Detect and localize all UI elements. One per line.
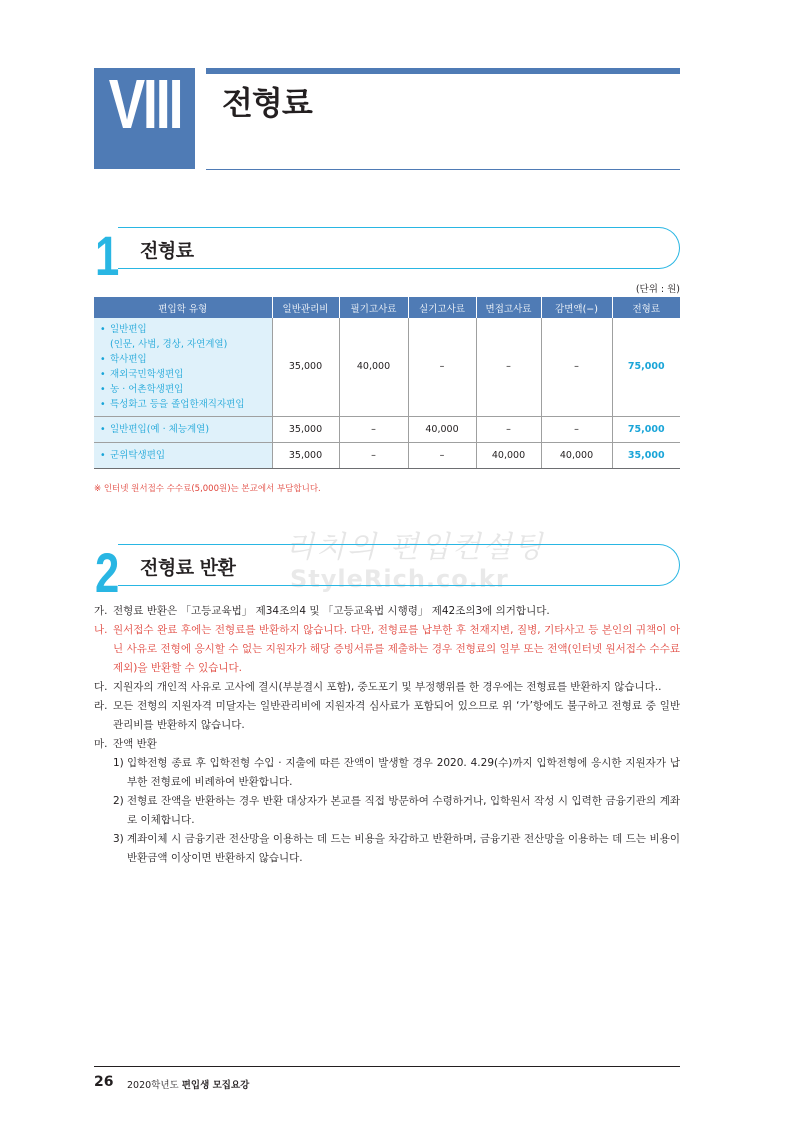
section-2-number: 2 (95, 541, 120, 604)
chapter-top-bar (206, 68, 680, 74)
refund-paragraph-da (94, 678, 680, 697)
total-cell: 35,000 (612, 442, 680, 468)
type-cell (94, 416, 272, 442)
subitem-text: 계좌이체 시 금융기관 전산망을 이용하는 데 드는 비용을 차감하고 반환하며, 금융기관 전산망을 이용하는 데 드는 비용이 반환금액 이상이면 반환하지 않습니다. (127, 833, 680, 864)
value-cell: 40,000 (339, 318, 408, 416)
type-cell (94, 318, 272, 416)
section-1-title: 전형료 (140, 240, 194, 262)
type-line: • 일반편입 (100, 323, 147, 335)
subitem-label: 3) (113, 833, 124, 845)
value-cell: 35,000 (272, 318, 339, 416)
chapter-divider (206, 169, 680, 170)
refund-paragraph-ra (94, 697, 680, 735)
type-line: • 학사편입 (100, 353, 147, 365)
table-unit-label: (단위 : 원) (635, 284, 680, 295)
value-cell: – (541, 416, 612, 442)
refund-subitem-2 (113, 792, 680, 830)
footer-title (127, 1077, 249, 1091)
refund-paragraph-ma (94, 735, 680, 754)
footer-year: 2020학년도 (127, 1080, 179, 1091)
table-header-row (94, 297, 680, 318)
paragraph-text: 모든 전형의 지원자격 미달자는 일반관리비에 지원자격 심사료가 포함되어 있으므로 위 ‘가’항에도 불구하고 전형료 중 일반관리비를 반환하지 않습니다. (113, 700, 680, 731)
refund-paragraph-ga (94, 602, 680, 621)
type-cell (94, 442, 272, 468)
table-row (94, 318, 680, 416)
subitem-text: 전형료 잔액을 반환하는 경우 반환 대상자가 본교를 직접 방문하여 수령하거나, 입학원서 작성 시 입력한 금융기관의 계좌로 이체합니다. (127, 795, 680, 826)
refund-subitem-3 (113, 830, 680, 868)
subitem-label: 2) (113, 795, 124, 807)
total-cell: 75,000 (612, 318, 680, 416)
value-cell: – (339, 442, 408, 468)
footer-divider (94, 1066, 680, 1067)
paragraph-label: 마. (94, 738, 108, 750)
paragraph-text: 잔액 반환 (113, 738, 157, 750)
value-cell: 35,000 (272, 442, 339, 468)
paragraph-label: 가. (94, 605, 108, 617)
header-cell: 전형료 (612, 297, 680, 318)
subitem-label: 1) (113, 757, 124, 769)
section-2-title: 전형료 반환 (140, 557, 236, 579)
page-number: 26 (94, 1074, 114, 1090)
fee-note: ※ 인터넷 원서접수 수수료(5,000원)는 본교에서 부담합니다. (94, 484, 321, 494)
value-cell: – (408, 318, 476, 416)
paragraph-label: 다. (94, 681, 108, 693)
value-cell: – (476, 416, 541, 442)
value-cell: 40,000 (476, 442, 541, 468)
refund-paragraph-na (94, 621, 680, 678)
chapter-number: VIII (108, 65, 182, 143)
fee-table (94, 297, 680, 469)
header-cell: 일반관리비 (272, 297, 339, 318)
value-cell: 35,000 (272, 416, 339, 442)
header-cell: 필기고사료 (339, 297, 408, 318)
header-cell: 면접고사료 (476, 297, 541, 318)
subitem-text: 입학전형 종료 후 입학전형 수입 · 지출에 따른 잔액이 발생할 경우 2020. 4.29(수)까지 입학전형에 응시한 지원자가 납부한 전형료에 비례하여 반환합니다. (127, 757, 680, 788)
footer-doc-title: 편입생 모집요강 (181, 1080, 250, 1091)
value-cell: 40,000 (541, 442, 612, 468)
paragraph-text: 전형료 반환은 「고등교육법」 제34조의4 및 「고등교육법 시행령」 제42조의3에 의거합니다. (113, 605, 550, 617)
refund-subitem-1 (113, 754, 680, 792)
header-cell: 편입학 유형 (94, 297, 272, 318)
header-cell: 실기고사료 (408, 297, 476, 318)
type-line: (인문, 사범, 경상, 자연계열) (110, 338, 228, 350)
watermark-line-2: StyleRich.co.kr (290, 565, 509, 593)
type-line: • 군위탁생편입 (100, 449, 166, 461)
paragraph-text: 지원자의 개인적 사유로 고사에 결시(부분결시 포함), 중도포기 및 부정행위를 한 경우에는 전형료를 반환하지 않습니다.. (113, 681, 662, 693)
section-1-number: 1 (95, 224, 120, 287)
table-row (94, 416, 680, 442)
type-line: • 일반편입(예 · 체능계열) (100, 423, 210, 435)
watermark-line-1: 리치의 편입컨설팅 (285, 530, 545, 565)
total-cell: 75,000 (612, 416, 680, 442)
paragraph-label: 나. (94, 624, 108, 636)
type-line: • 농 · 어촌학생편입 (100, 383, 184, 395)
value-cell: – (476, 318, 541, 416)
value-cell: 40,000 (408, 416, 476, 442)
paragraph-label: 라. (94, 700, 108, 712)
section-1-header-frame (118, 227, 680, 269)
chapter-title: 전형료 (222, 84, 312, 122)
value-cell: – (339, 416, 408, 442)
value-cell: – (541, 318, 612, 416)
header-cell: 감면액(−) (541, 297, 612, 318)
paragraph-text: 원서접수 완료 후에는 전형료를 반환하지 않습니다. 다만, 전형료를 납부한 후 천재지변, 질병, 기타사고 등 본인의 귀책이 아닌 사유로 전형에 응시할 수 없는 지원자가 해당 증빙서류를 제출하는 경우 전형료의 일부 또는 전액(인터넷 원서접수 수수료 제외)을 반환할 수 있습니다. (113, 624, 680, 674)
value-cell: – (408, 442, 476, 468)
table-row (94, 442, 680, 468)
type-line: • 재외국민학생편입 (100, 368, 184, 380)
type-line: • 특성화고 등을 졸업한재직자편입 (100, 398, 245, 410)
